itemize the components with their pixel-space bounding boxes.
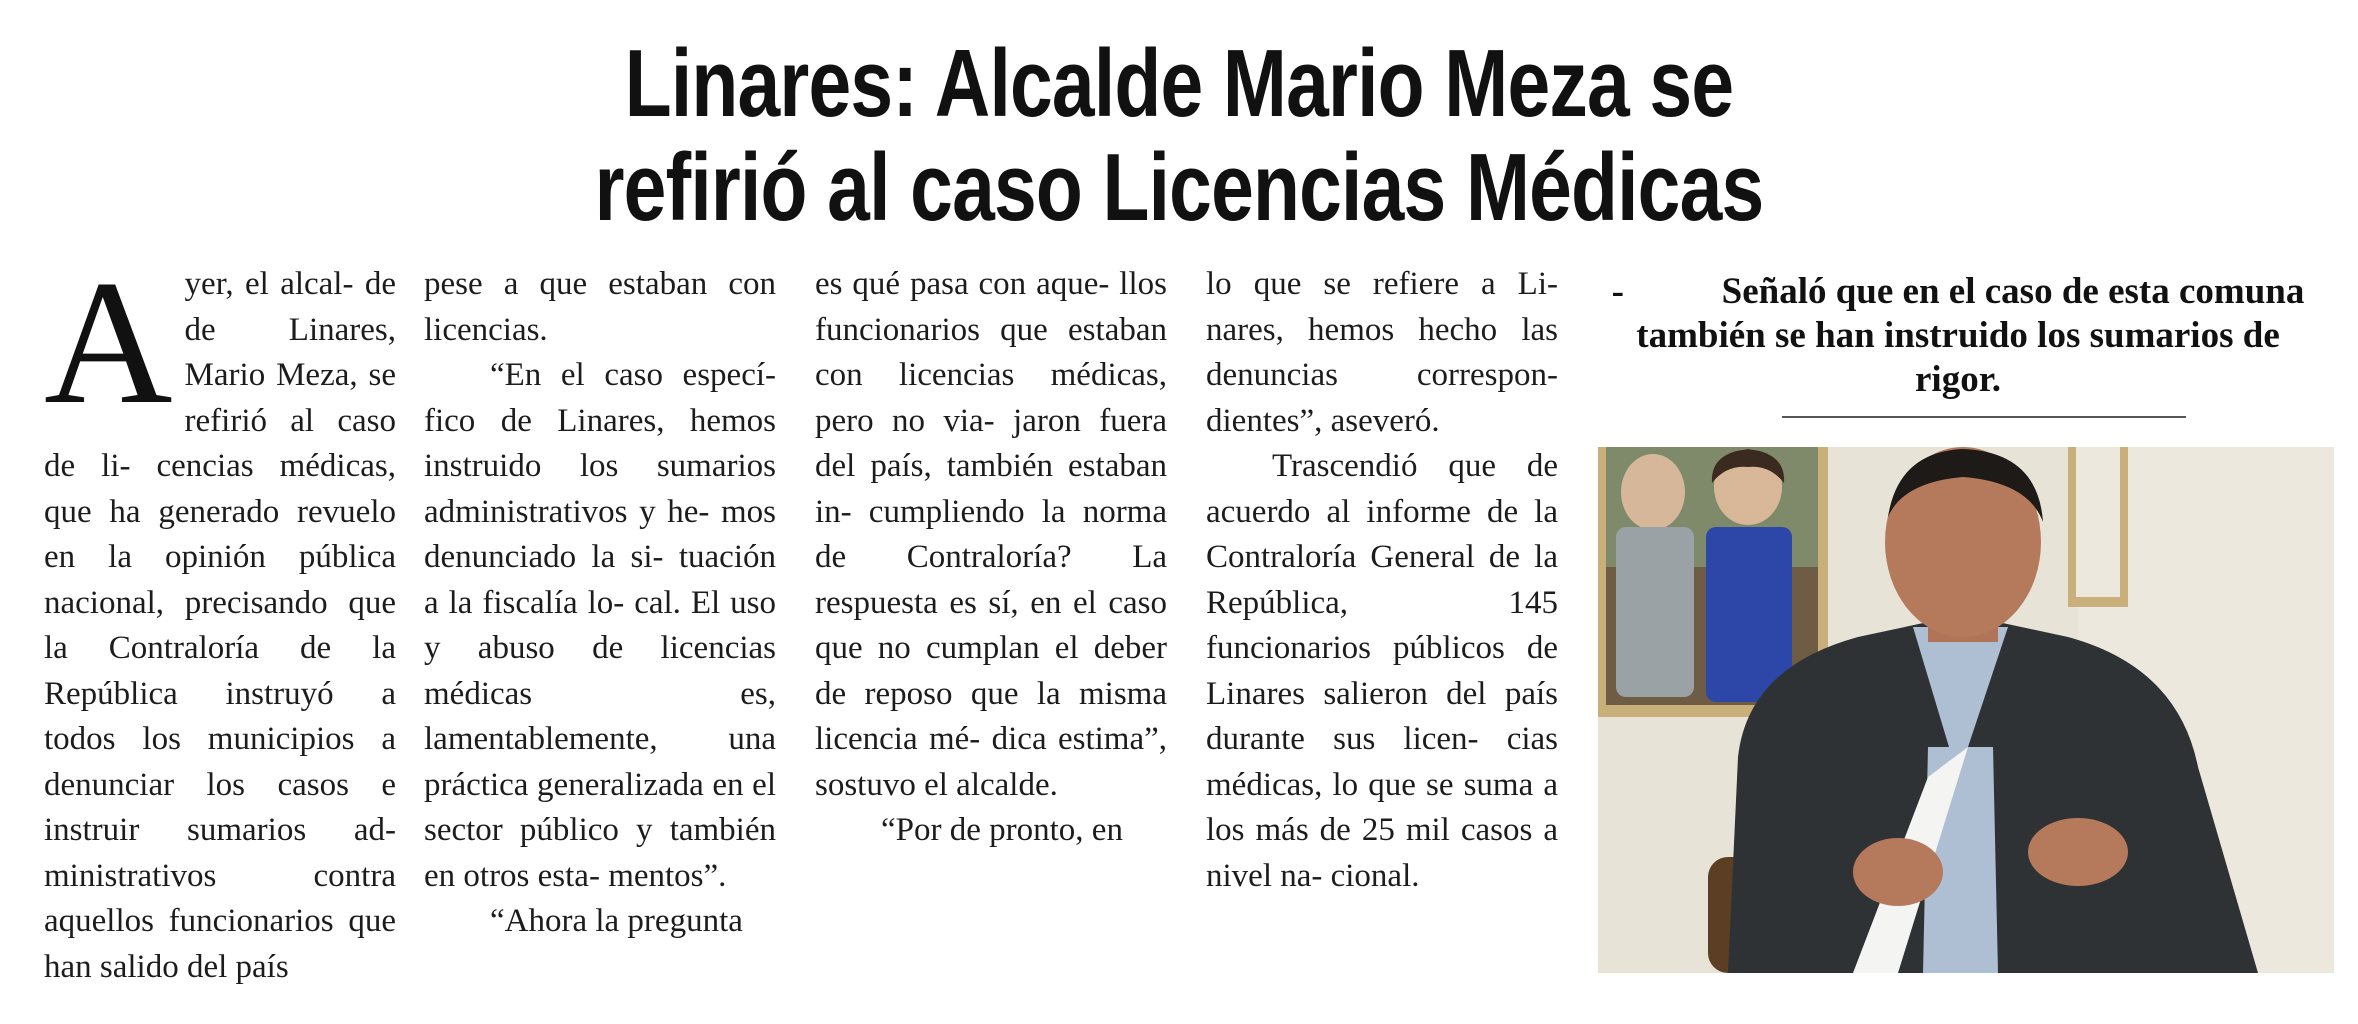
drop-cap: A [44, 243, 173, 441]
frame-right-inner [2076, 447, 2120, 597]
headline-line-1: Linares: Alcalde Mario Meza se [624, 30, 1734, 137]
subheadline-rule [1782, 416, 2186, 418]
painted-child-left-body [1616, 527, 1694, 697]
subheadline-text: Señaló que en el caso de esta comuna también se han instruido los sumarios de rigor. [1636, 271, 2305, 400]
article-column-1 [44, 243, 396, 990]
painted-child-right-body [1706, 527, 1792, 702]
article-column-3 [815, 262, 1167, 854]
paragraph: es qué pasa con aque- llos funcionarios que estaban con licencias médicas, pero no via- jaron fuera del país, también estaban in- cumpliendo la norma de Contraloría? La respuesta es sí, en el caso que no cumplan el deber de reposo que la misma licencia mé- dica estima”, sostuvo el alcalde. [815, 266, 1167, 803]
subheadline [1608, 270, 2308, 402]
article-column-2 [424, 262, 776, 945]
headline [236, 32, 2122, 240]
article-column-4 [1206, 262, 1558, 899]
photo-illustration [1598, 447, 2334, 973]
paragraph: yer, el alcal- de de Linares, Mario Meza, se refirió al caso de li- cencias médicas, que ha generado revuelo en la opinión pública nacional, precisando que la Contraloría de la República instruyó a todos los municipios a denunciar los casos e instruir sumarios ad- ministrativos contra aquellos funcionarios que han salido del país [44, 266, 396, 985]
paragraph: “En el caso especí- fico de Linares, hemos instruido los sumarios administrativos y he- mos denunciado la si- tuación a la fiscalía lo- cal. El uso y abuso de licencias médicas es, lamentablemente, una práctica generalizada en el sector público y también en otros esta- mentos”. [424, 357, 776, 894]
paragraph: “Por de pronto, en [881, 812, 1123, 848]
paragraph: “Ahora la pregunta [490, 903, 743, 939]
paragraph: Trascendió que de acuerdo al informe de la Contraloría General de la República, 145 funcionarios públicos de Linares salieron del país durante sus licen- cias médicas, lo que se suma a los más de 25 mil casos a nivel na- cional. [1206, 448, 1558, 894]
paragraph: pese a que estaban con licencias. [424, 266, 776, 348]
mayor-photo [1598, 447, 2334, 973]
paragraph: lo que se refiere a Li- nares, hemos hecho las denuncias correspon- dientes”, aseveró. [1206, 266, 1558, 439]
painted-child-left-head [1621, 454, 1685, 530]
man-left-hand [1853, 838, 1943, 906]
subheadline-dash: - [1611, 271, 1624, 312]
man-right-hand [2028, 818, 2128, 886]
headline-line-2: refirió al caso Licencias Médicas [594, 134, 1764, 241]
